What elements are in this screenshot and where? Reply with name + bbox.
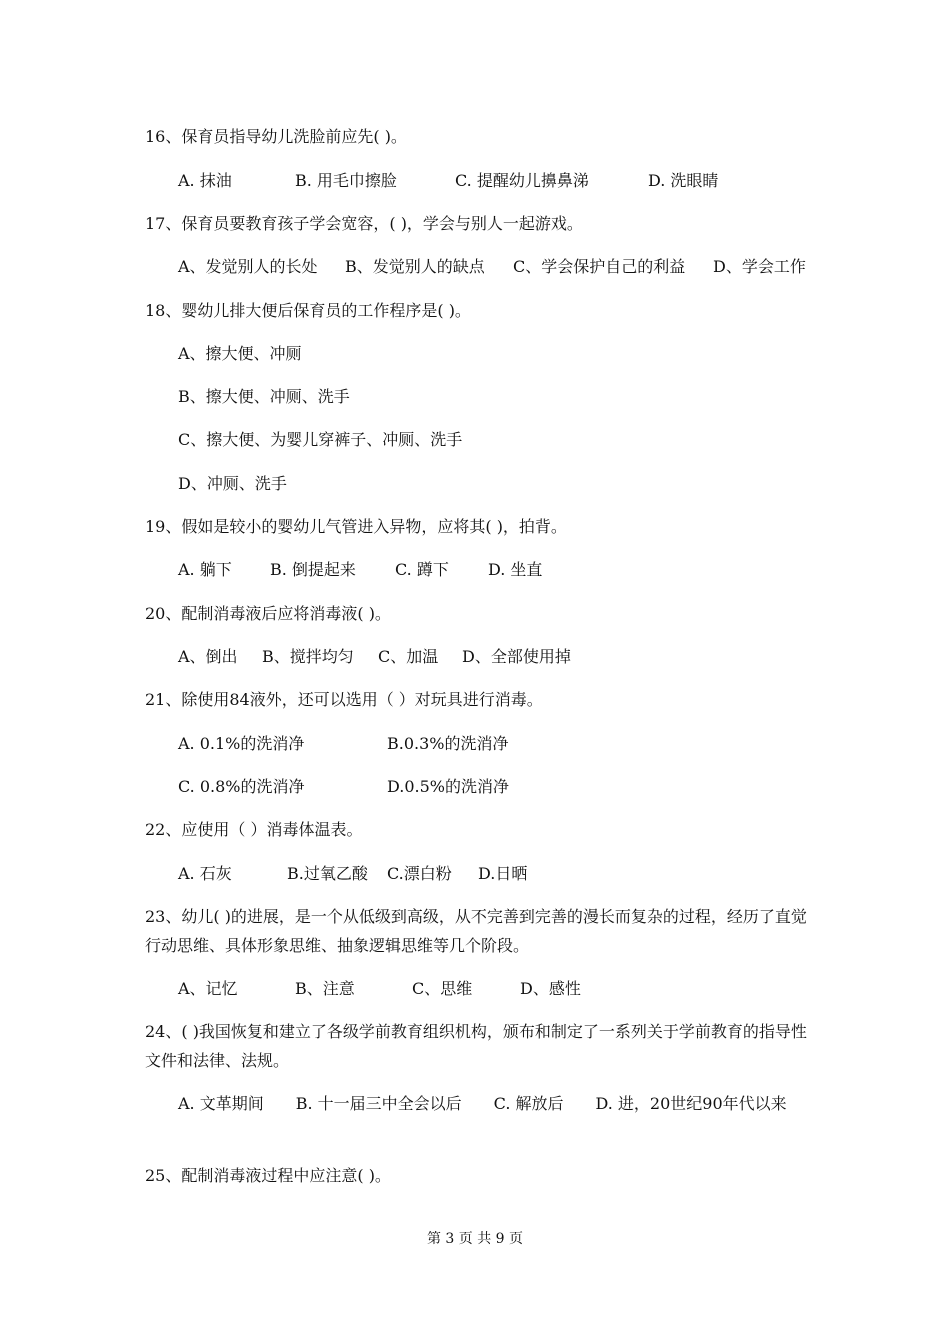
question-17: 17、保育员要教育孩子学会宽容，( )，学会与别人一起游戏。 [145, 214, 583, 233]
option-19c: C. 蹲下 [395, 560, 449, 579]
option-21c: C. 0.8%的洗消净 [178, 777, 305, 796]
option-22b: B.过氧乙酸 [287, 864, 368, 883]
option-20c: C、加温 [378, 647, 439, 666]
option-23b: B、注意 [295, 979, 355, 998]
option-20a: A、倒出 [178, 647, 238, 666]
option-23c: C、思维 [412, 979, 473, 998]
option-22a: A. 石灰 [178, 864, 232, 883]
option-22d: D.日晒 [478, 864, 528, 883]
option-20b: B、搅拌均匀 [262, 647, 354, 666]
option-17a: A、发觉别人的长处 [178, 257, 318, 276]
option-16d: D. 洗眼睛 [648, 171, 719, 190]
option-18b: B、擦大便、冲厕、洗手 [178, 387, 350, 406]
option-23d: D、感性 [520, 979, 581, 998]
option-20d: D、全部使用掉 [462, 647, 571, 666]
option-19d: D. 坐直 [488, 560, 543, 579]
option-18a: A、擦大便、冲厕 [178, 344, 302, 363]
question-19: 19、假如是较小的婴幼儿气管进入异物，应将其( )，拍背。 [145, 517, 567, 536]
option-19a: A. 躺下 [178, 560, 232, 579]
option-21d: D.0.5%的洗消净 [387, 777, 509, 796]
option-17b: B、发觉别人的缺点 [345, 257, 485, 276]
question-25: 25、配制消毒液过程中应注意( )。 [145, 1166, 391, 1185]
option-19b: B. 倒提起来 [270, 560, 356, 579]
page-footer: 第 3 页 共 9 页 [426, 1231, 524, 1247]
question-24: 24、( )我国恢复和建立了各级学前教育组织机构，颁布和制定了一系列关于学前教育的指导性文件和法律、法规。 [145, 1022, 807, 1070]
option-21a: A. 0.1%的洗消净 [178, 734, 305, 753]
option-17c: C、学会保护自己的利益 [513, 257, 686, 276]
option-17d: D、学会工作 [713, 257, 806, 276]
option-18d: D、冲厕、洗手 [178, 474, 287, 493]
option-16c: C. 提醒幼儿擤鼻涕 [455, 171, 589, 190]
question-20: 20、配制消毒液后应将消毒液( )。 [145, 604, 391, 623]
option-22c: C.漂白粉 [387, 864, 452, 883]
question-21: 21、除使用84液外，还可以选用（ ）对玩具进行消毒。 [145, 690, 543, 709]
option-23a: A、记忆 [178, 979, 238, 998]
option-21b: B.0.3%的洗消净 [387, 734, 509, 753]
option-18c: C、擦大便、为婴儿穿裤子、冲厕、洗手 [178, 430, 463, 449]
question-18: 18、婴幼儿排大便后保育员的工作程序是( )。 [145, 301, 471, 320]
question-22: 22、应使用（ ）消毒体温表。 [145, 820, 363, 839]
options-24: A. 文革期间 B. 十一届三中全会以后 C. 解放后 D. 进，20世纪90年代以来 [178, 1094, 787, 1113]
option-16a: A. 抹油 [178, 171, 232, 190]
question-23: 23、幼儿( )的进展，是一个从低级到高级，从不完善到完善的漫长而复杂的过程，经历了直觉行动思维、具体形象思维、抽象逻辑思维等几个阶段。 [145, 907, 807, 955]
option-16b: B. 用毛巾擦脸 [295, 171, 397, 190]
question-16: 16、保育员指导幼儿洗脸前应先( )。 [145, 127, 407, 146]
